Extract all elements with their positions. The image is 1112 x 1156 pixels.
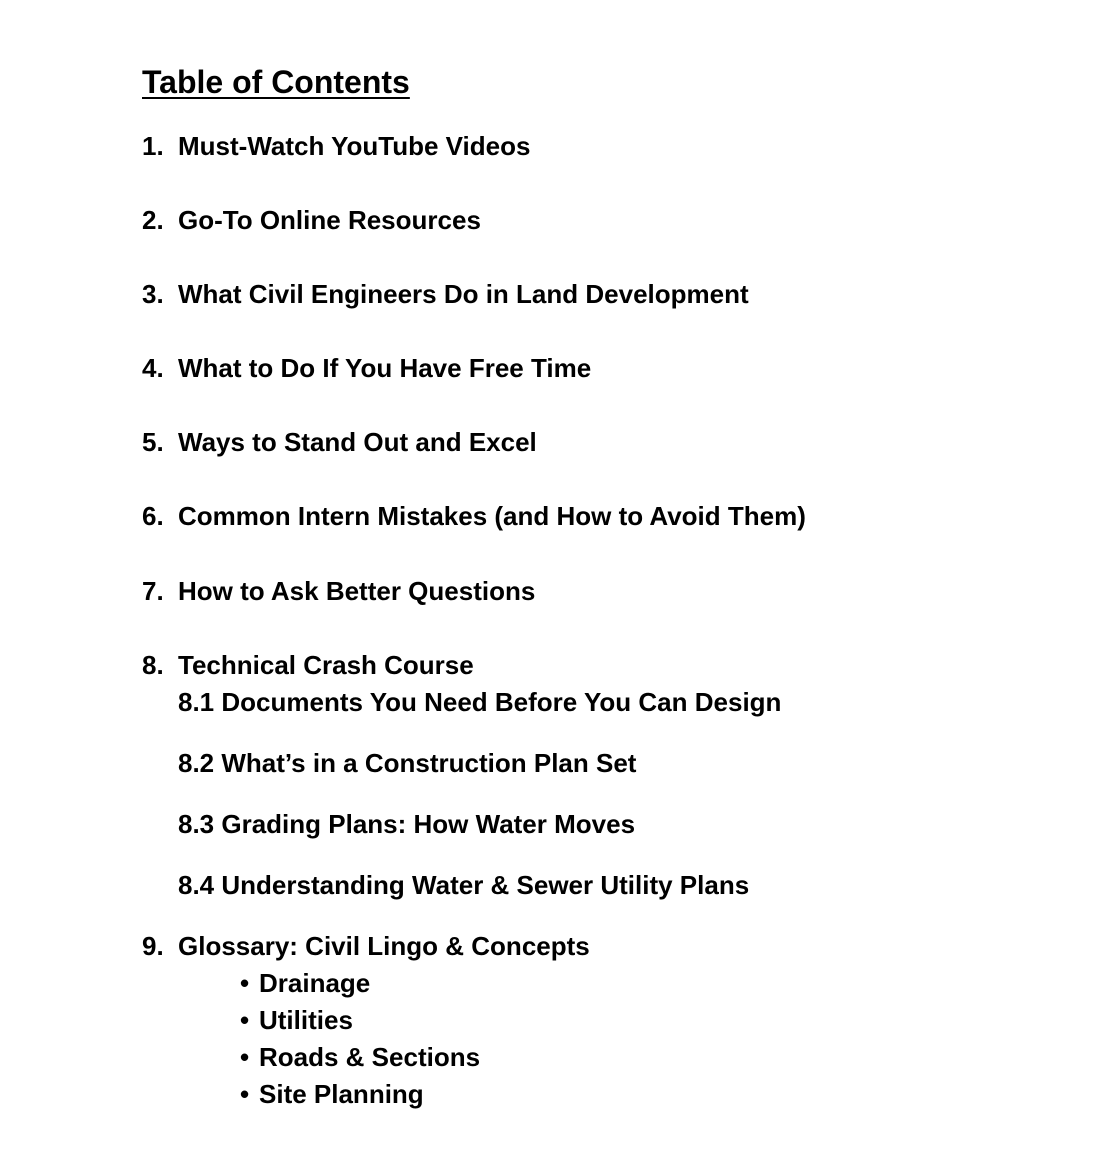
bullet-icon: • [240, 1079, 250, 1109]
toc-entry-label: Ways to Stand Out and Excel [178, 427, 537, 457]
bullet-icon: • [240, 968, 250, 998]
toc-entry-4[interactable] [142, 352, 591, 384]
glossary-topic-label: Roads & Sections [259, 1042, 481, 1072]
toc-entry-label: Common Intern Mistakes (and How to Avoid Them) [178, 501, 806, 531]
toc-entry-5[interactable] [142, 426, 537, 458]
toc-entry-label: Must-Watch YouTube Videos [178, 131, 531, 161]
glossary-topic-roads-sections[interactable] [240, 1041, 480, 1073]
glossary-topic-label: Utilities [259, 1005, 353, 1035]
toc-entry-number: 4. [142, 353, 164, 383]
toc-entry-6[interactable] [142, 500, 806, 532]
toc-entry-label: Go-To Online Resources [178, 205, 481, 235]
bullet-icon: • [240, 1042, 250, 1072]
glossary-topic-label: Site Planning [259, 1079, 424, 1109]
toc-entry-number: 9. [142, 931, 164, 961]
glossary-topic-drainage[interactable] [240, 967, 370, 999]
toc-entry-9[interactable] [142, 930, 590, 962]
toc-entry-1[interactable] [142, 130, 530, 162]
toc-entry-number: 2. [142, 205, 164, 235]
toc-entry-number: 8. [142, 650, 164, 680]
toc-entry-number: 7. [142, 576, 164, 606]
toc-entry-label: Technical Crash Course [178, 650, 474, 680]
toc-subsection-8-2[interactable]: 8.2 What’s in a Construction Plan Set [178, 748, 637, 778]
toc-entry-7[interactable] [142, 575, 535, 607]
toc-title: Table of Contents [142, 64, 410, 100]
toc-entry-number: 3. [142, 279, 164, 309]
toc-entry-label: How to Ask Better Questions [178, 576, 536, 606]
toc-entry-label: What to Do If You Have Free Time [178, 353, 592, 383]
toc-entry-number: 6. [142, 501, 164, 531]
toc-entry-number: 1. [142, 131, 164, 161]
toc-subsection-8-4[interactable]: 8.4 Understanding Water & Sewer Utility Plans [178, 870, 750, 900]
glossary-topic-utilities[interactable] [240, 1004, 353, 1036]
glossary-topic-label: Drainage [259, 968, 371, 998]
toc-subsection-8-3[interactable]: 8.3 Grading Plans: How Water Moves [178, 809, 636, 839]
toc-entry-3[interactable] [142, 278, 749, 310]
toc-entry-number: 5. [142, 427, 164, 457]
toc-entry-8[interactable] [142, 649, 474, 681]
glossary-topic-site-planning[interactable] [240, 1078, 424, 1110]
toc-entry-2[interactable] [142, 204, 481, 236]
toc-entry-label: Glossary: Civil Lingo & Concepts [178, 931, 590, 961]
toc-subsection-8-1[interactable]: 8.1 Documents You Need Before You Can Design [178, 687, 782, 717]
bullet-icon: • [240, 1005, 250, 1035]
toc-entry-label: What Civil Engineers Do in Land Development [178, 279, 749, 309]
